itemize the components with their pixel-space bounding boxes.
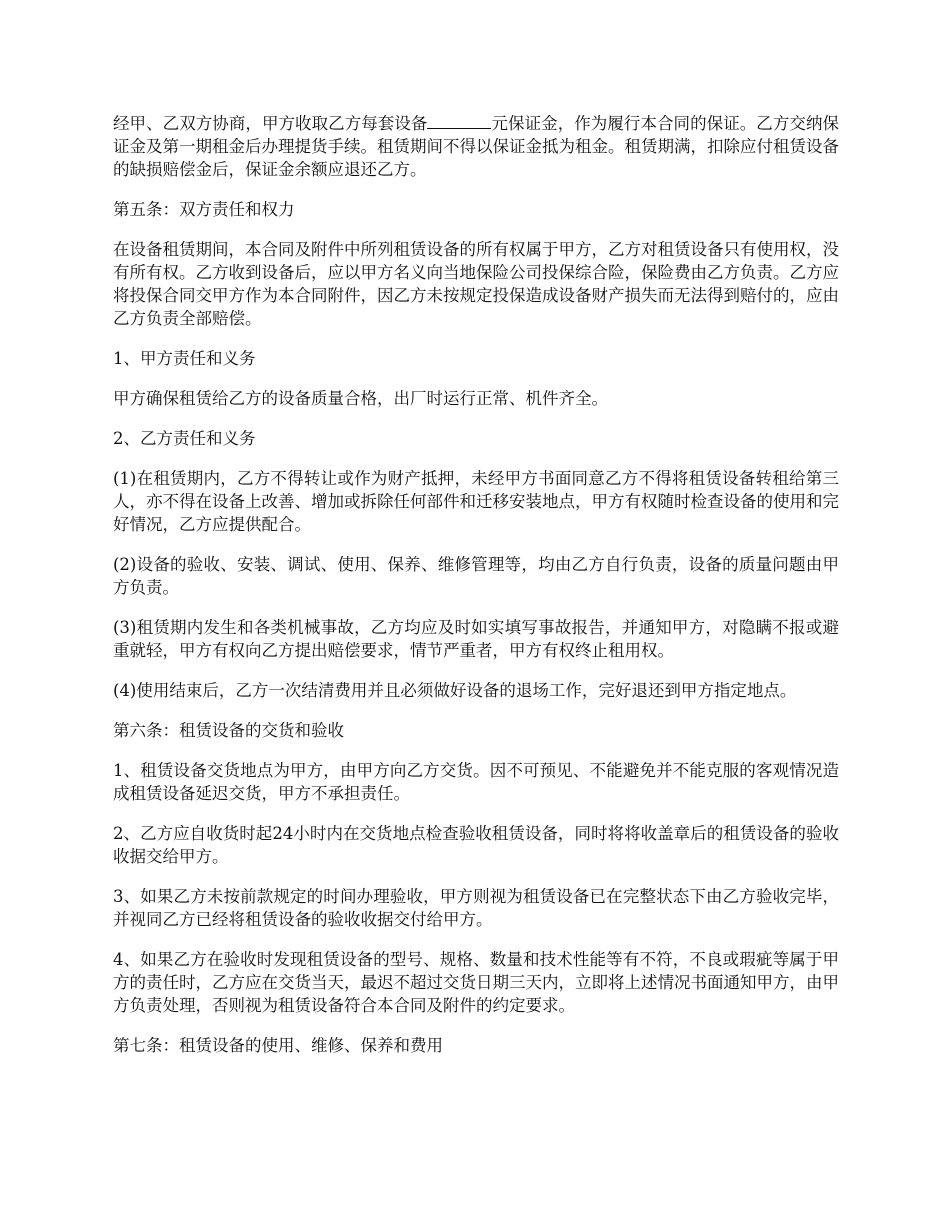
party-b-duties-heading: 2、乙方责任和义务 — [113, 429, 256, 448]
party-b-duty-4: (4)使用结束后，乙方一次结清费用并且必须做好设备的退场工作，完好退还到甲方指定地点。 — [113, 681, 797, 700]
ownership-paragraph: 在设备租赁期间，本合同及附件中所列租赁设备的所有权属于甲方，乙方对租赁设备只有使用权，没有所有权。乙方收到设备后，应以甲方名义向当地保险公司投保综合险，保险费由乙方负责。乙方应将投保合同交甲方作为本合同附件，因乙方未按规定投保造成设备财产损失而无法得到赔付的，应由乙方负责全部赔偿。 — [113, 240, 839, 328]
party-b-duty-1: (1)在租赁期内，乙方不得转让或作为财产抵押，未经甲方书面同意乙方不得将租赁设备转租给第三人，亦不得在设备上改善、增加或拆除任何部件和迁移安装地点，甲方有权随时检查设备的使用和完好情况，乙方应提供配合。 — [113, 469, 839, 534]
deposit-text-start: 经甲、乙双方协商，甲方收取乙方每套设备 — [113, 114, 428, 133]
article-6-heading: 第六条：租赁设备的交货和验收 — [113, 721, 344, 740]
party-a-duties-paragraph: 甲方确保租赁给乙方的设备质量合格，出厂时运行正常、机件齐全。 — [113, 389, 608, 408]
deposit-amount-blank — [427, 112, 491, 129]
deposit-text-end: 元保证金，作为履行本合同的保证。乙方交纳保证金及第一期租金后办理提货手续。租赁期间不得以保证金抵为租金。租赁期满，扣除应付租赁设备的缺损赔偿金后，保证金余额应退还乙方。 — [113, 114, 840, 179]
delivery-clause-2: 2、乙方应自收货时起24小时内在交货地点检查验收租赁设备，同时将将收盖章后的租赁设备的验收收据交给甲方。 — [113, 824, 839, 866]
party-a-duties-heading: 1、甲方责任和义务 — [113, 349, 256, 368]
article-5-heading: 第五条：双方责任和权力 — [113, 200, 295, 219]
party-b-duty-2: (2)设备的验收、安装、调试、使用、保养、维修管理等，均由乙方自行负责，设备的质量问题由甲方负责。 — [113, 555, 839, 597]
deposit-paragraph — [113, 112, 839, 181]
delivery-clause-3: 3、如果乙方未按前款规定的时间办理验收，甲方则视为租赁设备已在完整状态下由乙方验收完毕，并视同乙方已经将租赁设备的验收收据交付给甲方。 — [113, 887, 839, 929]
delivery-clause-4: 4、如果乙方在验收时发现租赁设备的型号、规格、数量和技术性能等有不符，不良或瑕疵等属于甲方的责任时，乙方应在交货当天，最迟不超过交货日期三天内，立即将上述情况书面通知甲方，由甲方负责处理，否则视为租赁设备符合本合同及附件的约定要求。 — [113, 950, 839, 1015]
document-page — [113, 112, 839, 1074]
party-b-duty-3: (3)租赁期内发生和各类机械事故，乙方均应及时如实填写事故报告，并通知甲方，对隐瞒不报或避重就轻，甲方有权向乙方提出赔偿要求，情节严重者，甲方有权终止租用权。 — [113, 618, 839, 660]
article-7-heading: 第七条：租赁设备的使用、维修、保养和费用 — [113, 1036, 443, 1055]
delivery-clause-1: 1、租赁设备交货地点为甲方，由甲方向乙方交货。因不可预见、不能避免并不能克服的客观情况造成租赁设备延迟交货，甲方不承担责任。 — [113, 761, 839, 803]
